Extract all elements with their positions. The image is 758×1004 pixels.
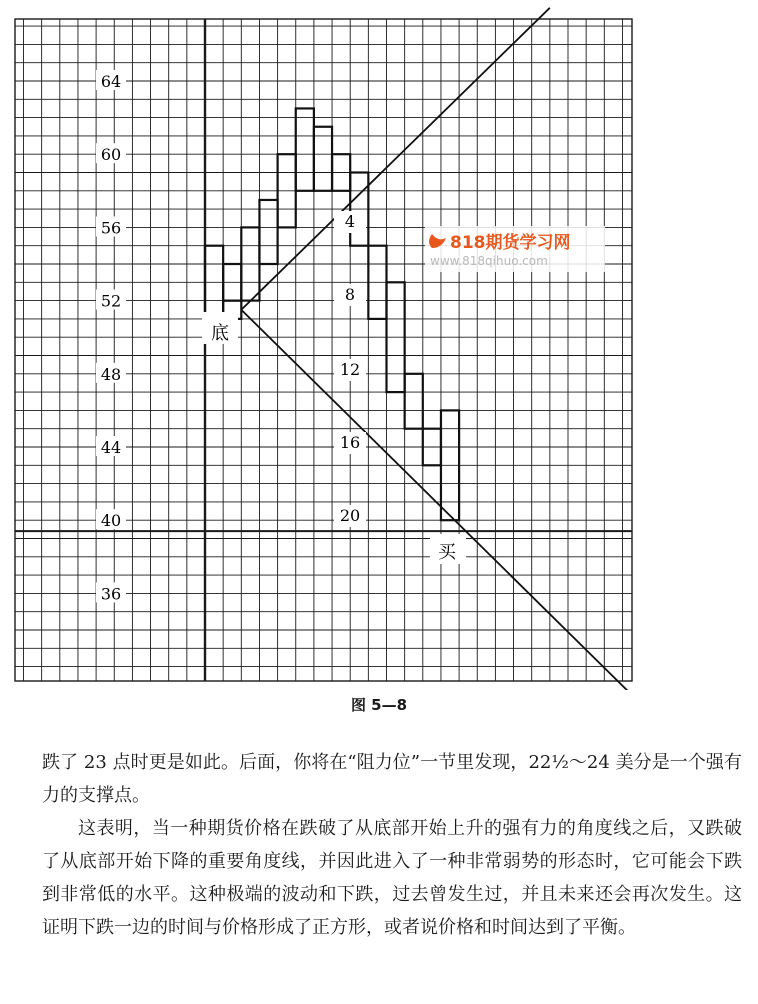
paragraph-2: 这表明，当一种期货价格在跌破了从底部开始上升的强有力的角度线之后，又跌破了从底部开始下降的重要角度线，并因此进入了一种非常弱势的形态时，它可能会下跌到非常低的水平。这种极端的波动和下跌，过去曾发生过，并且未来还会再次发生。这证明下跌一边的时间与价格形成了正方形，或者说价格和时间达到了平衡。: [42, 818, 742, 938]
price-axis-labels: [96, 70, 126, 603]
y-tick-label: 40: [100, 511, 122, 531]
y-tick-label: 48: [100, 364, 122, 384]
angle-line-down: [241, 310, 658, 690]
count-label: 16: [339, 433, 361, 452]
count-label: 20: [339, 506, 361, 525]
buy-label: 买: [438, 542, 456, 563]
price-step: [259, 200, 277, 264]
count-label: 8: [344, 285, 356, 304]
y-tick-label: 60: [100, 145, 122, 165]
watermark: [425, 226, 605, 272]
watermark-url: www.818qihuo.com: [430, 254, 548, 268]
bottom-label: 底: [211, 323, 229, 344]
y-tick-label: 44: [100, 438, 122, 457]
y-tick-label: 52: [100, 291, 122, 311]
price-step: [405, 374, 423, 429]
y-tick-label: 36: [100, 584, 122, 604]
chart-frame: [15, 19, 632, 681]
y-tick-label: 56: [100, 218, 122, 238]
price-step: [296, 108, 314, 190]
body-text: [42, 746, 742, 944]
price-step: [314, 127, 332, 191]
angle-lines: [241, 8, 658, 690]
figure-caption: 图 5—8: [350, 696, 408, 714]
count-label: 4: [344, 212, 356, 231]
chart-grid: [15, 19, 632, 681]
watermark-brand: 818期货学习网: [450, 233, 571, 253]
count-label: 12: [339, 360, 361, 379]
paragraph-1: 跌了 23 点时更是如此。后面，你将在“阻力位”一节里发现，22½～24 美分是一个强有力的支撑点。: [42, 752, 742, 806]
y-tick-label: 64: [100, 72, 122, 91]
